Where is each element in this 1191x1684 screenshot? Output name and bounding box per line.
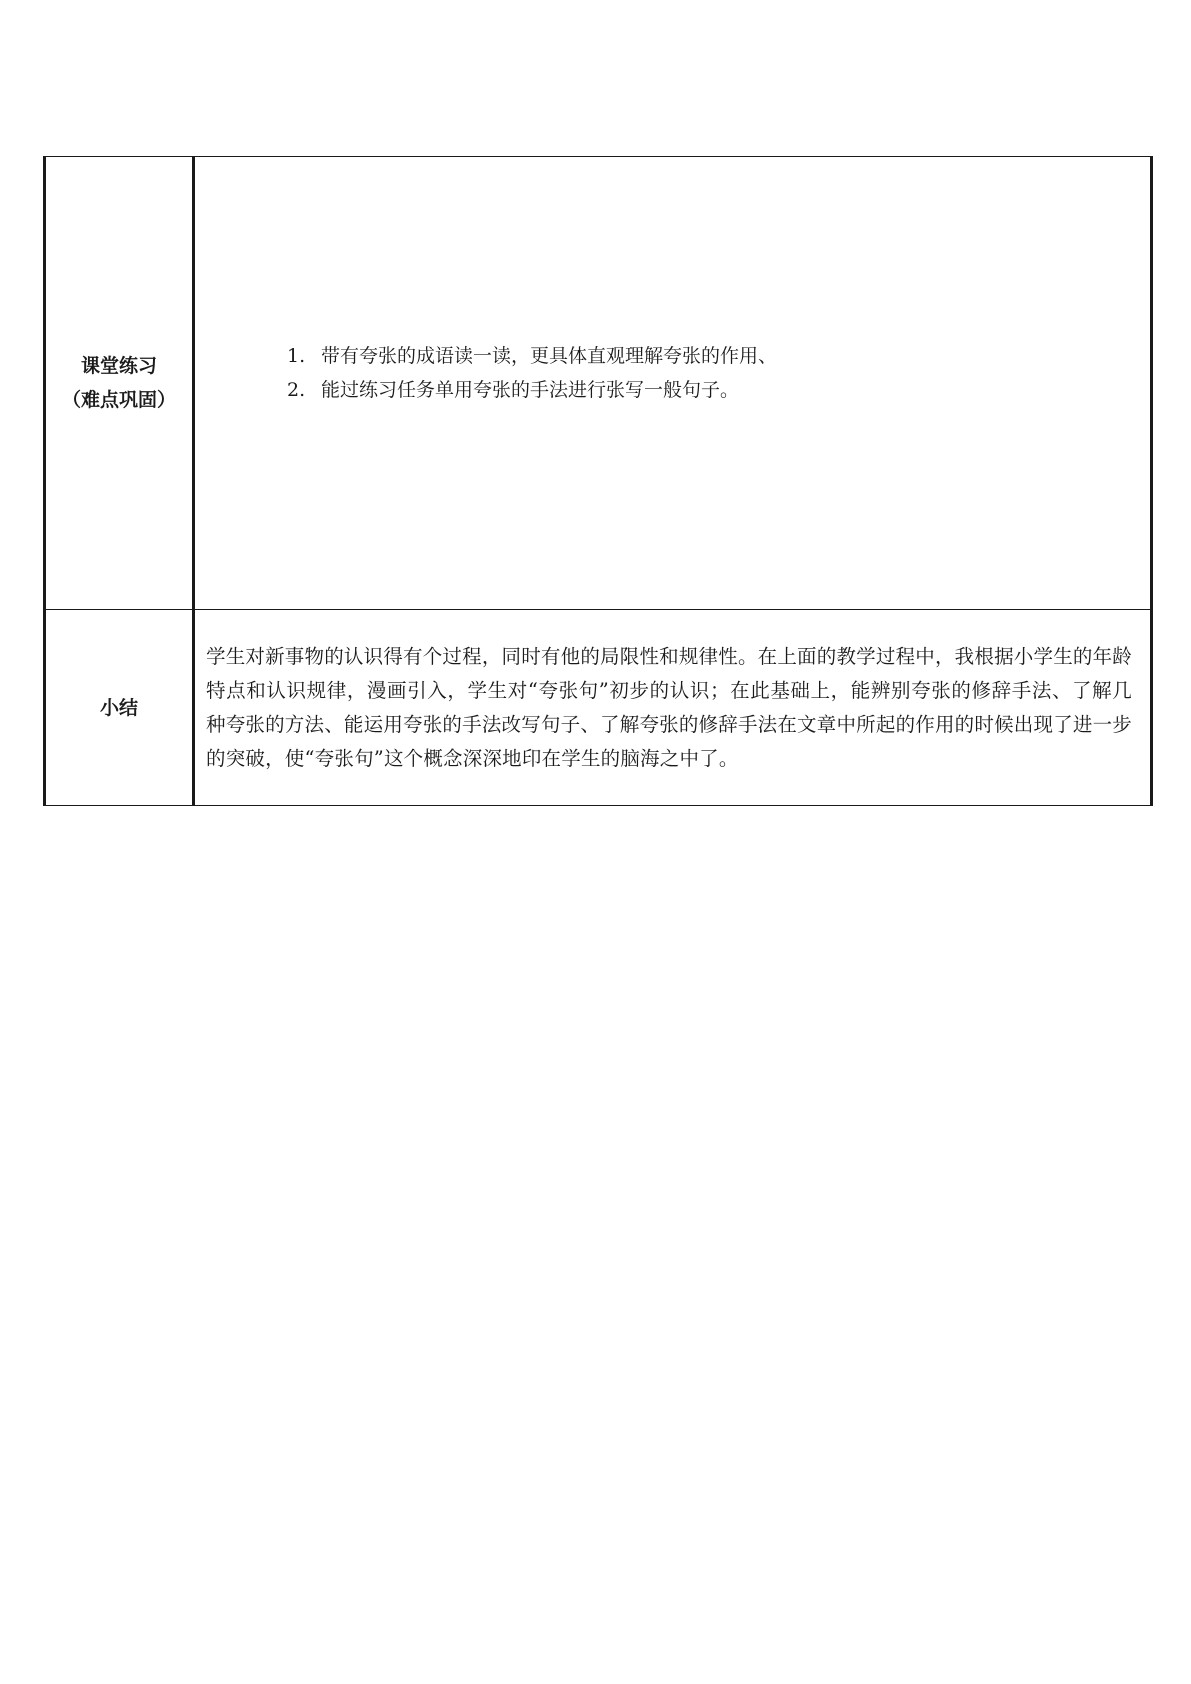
practice-label-cell: [45, 157, 194, 610]
table-row-practice: [45, 157, 1152, 610]
practice-label-title: 课堂练习: [80, 355, 157, 377]
list-item: [287, 373, 1150, 407]
list-item-text: 带有夸张的成语读一读，更具体直观理解夸张的作用、: [321, 345, 778, 367]
summary-label-cell: [45, 610, 194, 806]
list-item-number: 1.: [287, 345, 306, 367]
practice-label-subtitle: （难点巩固）: [61, 389, 176, 411]
list-item: [287, 339, 1150, 373]
table-row-summary: [45, 610, 1152, 806]
list-item-text: 能过练习任务单用夸张的手法进行张写一般句子。: [321, 379, 740, 401]
lesson-plan-table: [43, 156, 1153, 806]
summary-content-cell: [194, 610, 1152, 806]
list-item-number: 2.: [287, 379, 306, 401]
practice-list: [195, 339, 1150, 407]
summary-text: 学生对新事物的认识得有个过程，同时有他的局限性和规律性。在上面的教学过程中，我根据小学生的年龄特点和认识规律，漫画引入，学生对“夸张句”初步的认识；在此基础上，能辨别夸张的修辞手法、了解几种夸张的方法、能运用夸张的手法改写句子、了解夸张的修辞手法在文章中所起的作用的时候出现了进一步的突破，使“夸张句”这个概念深深地印在学生的脑海之中了。: [206, 644, 1132, 770]
practice-content-cell: [194, 157, 1152, 610]
summary-label: 小结: [99, 696, 138, 719]
